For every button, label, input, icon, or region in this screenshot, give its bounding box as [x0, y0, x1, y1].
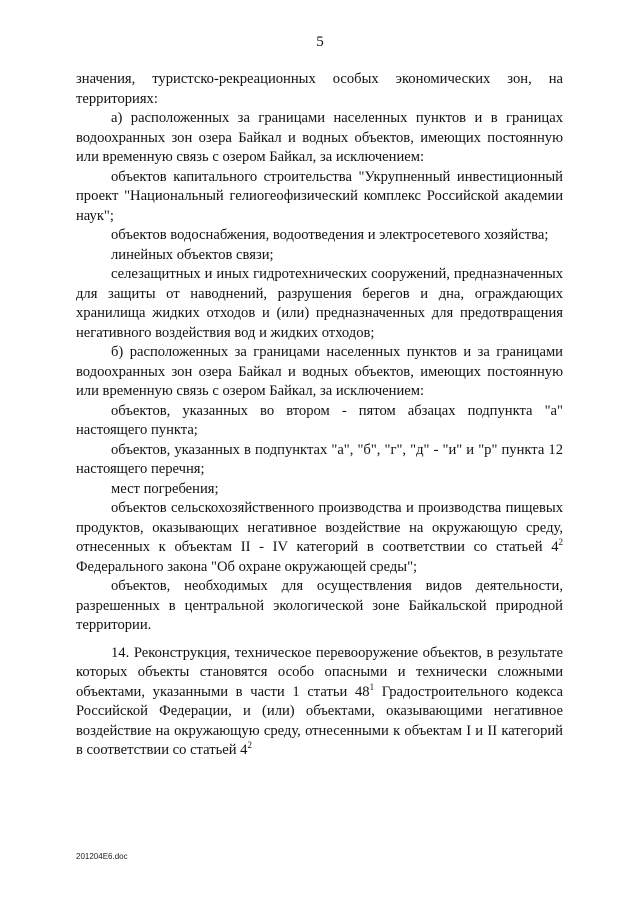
paragraph-text: а) расположенных за границами населенных пунктов и в границах водоохранных зон озера Байкал и водных объектов, имеющих постоянную или временную связь с озером Байкал, за исключением:	[76, 110, 563, 165]
paragraph-3	[76, 168, 563, 227]
paragraph-text: линейных объектов связи;	[111, 246, 274, 263]
paragraph-1	[76, 70, 563, 109]
document-file-code: 201204E6.doc	[76, 852, 128, 861]
superscript: 2	[247, 740, 252, 750]
paragraph-text: объектов водоснабжения, водоотведения и электросетевого хозяйства;	[111, 227, 549, 243]
paragraph-text: объектов, указанных во втором - пятом абзацах подпункта "а" настоящего пункта;	[76, 402, 563, 438]
paragraph-8	[76, 402, 563, 441]
paragraph-10	[76, 480, 563, 500]
paragraph-13	[76, 644, 563, 761]
paragraph-text: селезащитных и иных гидротехнических сооружений, предназначенных для защиты от наводнений, разрушения берегов и дна, ограждающих хранилища жидких отходов и (или) предназначенных для предотвращения негативного воздействия вод и жидких отходов;	[76, 266, 563, 341]
paragraph-text: Градостроительного кодекса Российской Федерации, и (или) объектами, оказывающими негативное воздействие на окружающую среду, отнесенными к объектам I и II категорий в соответствии со статьей 4	[76, 683, 563, 758]
paragraph-text: б) расположенных за границами населенных пунктов и за границами водоохранных зон озера Байкал и водных объектов, имеющих постоянную или временную связь с озером Байкал, за исключением:	[76, 344, 563, 399]
superscript: 1	[369, 681, 375, 692]
paragraph-7	[76, 343, 563, 402]
document-body	[76, 70, 563, 761]
paragraph-9	[76, 441, 563, 480]
superscript: 2	[558, 537, 563, 547]
page-number: 5	[316, 34, 324, 50]
paragraph-2	[76, 109, 563, 168]
paragraph-text: Федерального закона "Об охране окружающей среды";	[76, 558, 418, 575]
paragraph-11	[76, 499, 563, 577]
paragraph-5	[76, 246, 563, 266]
paragraph-text: мест погребения;	[111, 480, 219, 497]
paragraph-text: объектов сельскохозяйственного производства и производства пищевых продуктов, оказывающих негативное воздействие на окружающую среду, отнесенных к объектам II - IV категорий в соответствии со статьей 4	[76, 500, 563, 555]
paragraph-text: значения, туристско-рекреационных особых экономических зон, на территориях:	[76, 71, 563, 107]
paragraph-12	[76, 577, 563, 636]
paragraph-text: объектов, необходимых для осуществления видов деятельности, разрешенных в центральной экологической зоне Байкальской природной территории.	[76, 578, 563, 633]
paragraph-text: объектов капитального строительства "Укрупненный инвестиционный проект "Национальный гелиогеофизический комплекс Российской академии наук";	[76, 168, 563, 224]
paragraph-4	[76, 226, 563, 246]
paragraph-text: 14. Реконструкция, техническое перевооружение объектов, в результате которых объекты становятся особо опасными и технически сложными объектами, указанными в части 1 статьи 48	[76, 644, 563, 700]
paragraph-6	[76, 265, 563, 343]
paragraph-text: объектов, указанных в подпунктах "а", "б", "г", "д" - "и" и "р" пункта 12 настоящего перечня;	[76, 441, 563, 477]
